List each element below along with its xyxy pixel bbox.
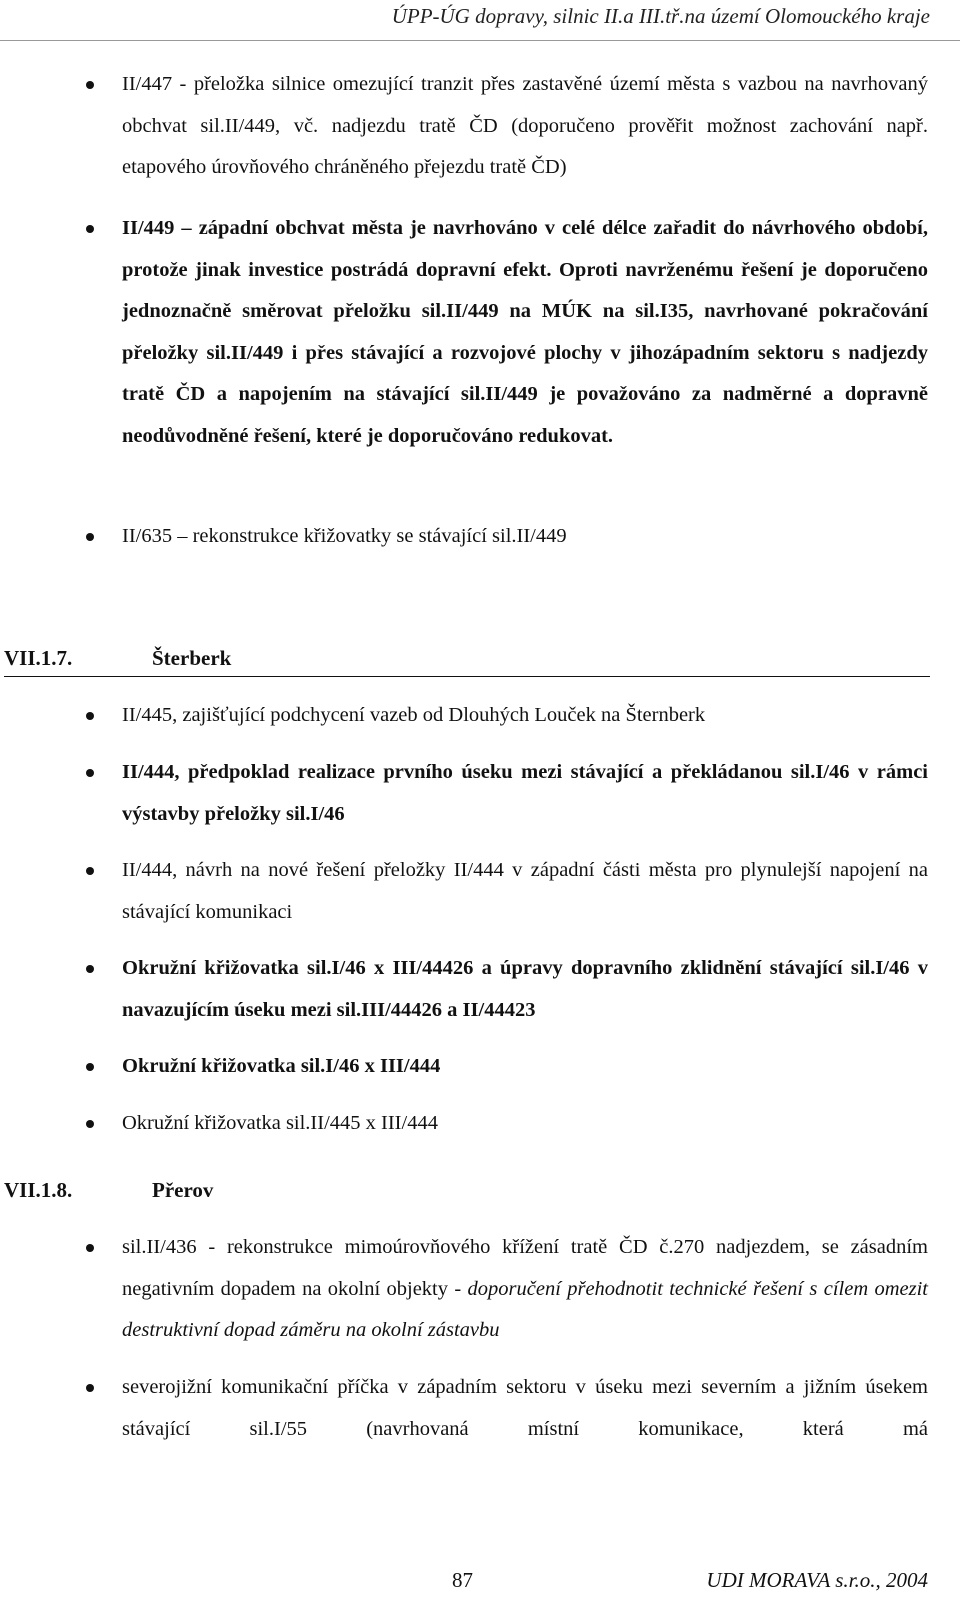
list-item-text: II/444, návrh na nové řešení přeložky II/444 v západní části města pro plynulejší napojení na stávající komunikaci [122, 859, 928, 923]
list-item-text: II/445, zajišťující podchycení vazeb od Dlouhých Louček na Šternberk [122, 704, 706, 726]
list-item-text: Okružní křižovatka sil.II/445 x III/444 [122, 1112, 438, 1134]
list-item-text: Okružní křižovatka sil.I/46 x III/44426 a úpravy dopravního zklidnění stávající sil.I/46 v navazujícím úseku mezi sil.III/44426 a II/44423 [122, 957, 928, 1021]
bullet-icon [86, 81, 94, 89]
list-item-text: II/635 – rekonstrukce křižovatky se stávající sil.II/449 [122, 525, 567, 547]
bullet-icon [86, 965, 94, 973]
heading-underline [4, 676, 930, 677]
list-item-text: severojižní komunikační příčka v západním sektoru v úseku mezi severním a jižním úsekem stávající sil.I/55 (navrhovaná místní komunikace, která má [122, 1376, 928, 1440]
section-heading [4, 1178, 930, 1212]
recommendation-text: doporučení přehodnotit technické řešení s cílem omezit destruktivní dopad záměru na okolní zástavbu [122, 1277, 928, 1341]
footer-company: UDI MORAVA s.r.o., 2004 [706, 1568, 928, 1592]
bullet-icon [86, 867, 94, 875]
section-title: Přerov [152, 1178, 214, 1202]
bullet-icon [86, 225, 94, 233]
section-heading [4, 646, 930, 680]
list-item-text: II/444, předpoklad realizace prvního úseku mezi stávající a překládanou sil.I/46 v rámci výstavby přeložky sil.I/46 [122, 761, 928, 825]
running-header: ÚPP-ÚG dopravy, silnic II.a III.tř.na území Olomouckého kraje [391, 4, 930, 28]
bullet-icon [86, 1244, 94, 1252]
list-item-text: Okružní křižovatka sil.I/46 x III/444 [122, 1055, 441, 1077]
bullet-icon [86, 1063, 94, 1071]
bullet-icon [86, 769, 94, 777]
page-number: 87 [452, 1568, 473, 1592]
list-item-text: II/447 - přeložka silnice omezující tranzit přes zastavěné území města s vazbou na navrhovaný obchvat sil.II/449, vč. nadjezdu tratě ČD (doporučeno prověřit možnost zachování např. etapového úrovňového chráněného přejezdu tratě ČD) [122, 73, 928, 178]
header-divider [0, 40, 960, 41]
section-title: Šterberk [152, 646, 232, 670]
bullet-icon [86, 1384, 94, 1392]
bullet-icon [86, 712, 94, 720]
list-item-text-plain: sil.II/436 - rekonstrukce mimoúrovňového křížení tratě ČD č.270 nadjezdem, se zásadním negativním dopadem na okolní objekty - [122, 1236, 928, 1300]
section-number: VII.1.8. [4, 1178, 73, 1202]
section-number: VII.1.7. [4, 646, 73, 670]
list-item-text [122, 1227, 928, 1352]
bullet-icon [86, 1120, 94, 1128]
list-item-text: II/449 – západní obchvat města je navrhováno v celé délce zařadit do návrhového období, protože jinak investice postrádá dopravní efekt. Oproti navrženému řešení je doporučeno jednoznačně směrovat přeložku sil.II/449 na MÚK na sil.I35, navrhované pokračování přeložky sil.II/449 i přes stávající a rozvojové plochy v jihozápadním sektoru s nadjezdy tratě ČD a napojením na stávající sil.II/449 je považováno za nadměrné a dopravně neodůvodněné řešení, které je doporučováno redukovat. [122, 217, 928, 447]
bullet-icon [86, 533, 94, 541]
